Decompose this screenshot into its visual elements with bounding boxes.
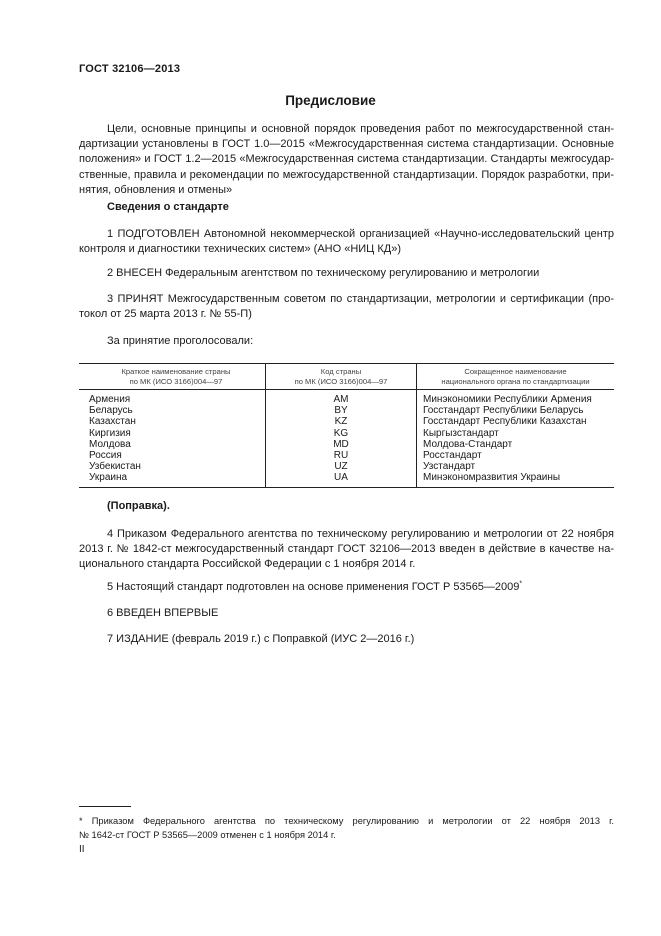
cell-code: KG [266, 428, 417, 439]
item-4 [79, 527, 614, 573]
voted-label: За принятие проголосовали: [107, 335, 254, 347]
footnote [79, 815, 614, 842]
page-number: II [79, 844, 85, 855]
cell-code: AM [266, 390, 417, 406]
cell-code: KZ [266, 416, 417, 427]
footnote-divider [79, 806, 131, 807]
cell-country: Украина [79, 472, 266, 487]
header-country: Краткое наименование страны по МК (ИСО 3166)004—97 [79, 364, 266, 390]
item-4-line-2: 2013 г. № 1842-ст межгосударственный стандарт ГОСТ 32106—2013 введен в действие в качестве на- [79, 543, 614, 556]
table-row [79, 439, 614, 450]
intro-line-5: нятия, обновления и отмены» [79, 183, 233, 196]
item-3 [79, 292, 614, 322]
table-row [79, 405, 614, 416]
cell-body: Госстандарт Республики Казахстан [417, 416, 615, 427]
intro-line-4: ственные, правила и рекомендации по межгосударственной стандартизации. Порядок разработки, при- [79, 168, 614, 181]
item-3-line-1: 3 ПРИНЯТ Межгосударственным советом по стандартизации, метрологии и сертификации (про- [107, 293, 614, 305]
table-row [79, 472, 614, 487]
cell-code: BY [266, 405, 417, 416]
footnote-mark: * [519, 580, 523, 588]
table-row [79, 450, 614, 461]
item-5: 5 Настоящий стандарт подготовлен на основе применения ГОСТ Р 53565—2009* [107, 580, 523, 593]
cell-body: Минэкономразвития Украины [417, 472, 615, 487]
item-4-line-3: ционального стандарта Российской Федерации с 1 ноября 2014 г. [79, 558, 416, 571]
item-3-line-2: токол от 25 марта 2013 г. № 55-П) [79, 308, 252, 321]
cell-country: Беларусь [89, 405, 133, 417]
info-heading: Сведения о стандарте [107, 201, 229, 213]
amendment-note: (Поправка). [107, 500, 170, 512]
item-4-line-1: 4 Приказом Федерального агентства по техническому регулированию и метрологии от 22 ноября [107, 528, 614, 540]
cell-body: Молдова-Стандарт [417, 439, 615, 450]
cell-country: Армения [89, 394, 131, 405]
intro-line-2: дартизации установлены в ГОСТ 1.0—2015 «Межгосударственная система стандартизации. Основные [79, 138, 614, 151]
footnote-line-1: * Приказом Федерального агентства по техническому регулированию и метрологии от 22 ноября 2013 г. [79, 816, 614, 826]
header-body: Сокращенное наименование национального органа по стандартизации [417, 364, 615, 390]
item-6: 6 ВВЕДЕН ВПЕРВЫЕ [107, 607, 219, 619]
page-title: Предисловие [285, 93, 376, 108]
item-1 [79, 227, 614, 257]
item-1-line-1: 1 ПОДГОТОВЛЕН Автономной некоммерческой организацией «Научно-исследовательский центр [107, 228, 614, 240]
cell-country: Киргизия [89, 427, 131, 439]
footnote-line-2: № 1642-ст ГОСТ Р 53565—2009 отменен с 1 ноября 2014 г. [79, 829, 336, 840]
item-7: 7 ИЗДАНИЕ (февраль 2019 г.) с Поправкой (ИУС 2—2016 г.) [107, 633, 415, 645]
cell-country: Молдова [89, 438, 131, 450]
cell-country: Казахстан [89, 416, 136, 428]
votes-table-body [79, 390, 614, 488]
cell-country: Россия [89, 450, 122, 462]
cell-code: UZ [266, 461, 417, 472]
cell-code: UA [266, 472, 417, 487]
intro-paragraph [79, 122, 614, 198]
cell-body: Госстандарт Республики Беларусь [417, 405, 615, 416]
header-code: Код страны по МК (ИСО 3166)004—97 [266, 364, 417, 390]
table-row [79, 390, 614, 406]
cell-body: Кыргызстандарт [417, 428, 615, 439]
table-row [79, 428, 614, 439]
cell-country: Узбекистан [89, 461, 141, 473]
cell-body: Росстандарт [417, 450, 615, 461]
intro-line-3: положения» и ГОСТ 1.2—2015 «Межгосударственная система стандартизации. Стандарты межгосудар- [79, 153, 614, 166]
cell-code: RU [266, 450, 417, 461]
cell-code: MD [266, 439, 417, 450]
table-header-row [79, 364, 614, 390]
intro-line-1: Цели, основные принципы и основной порядок проведения работ по межгосударственной стан- [107, 123, 614, 135]
votes-table [79, 363, 614, 488]
item-2: 2 ВНЕСЕН Федеральным агентством по техническому регулированию и метрологии [107, 267, 540, 279]
cell-body: Минэкономики Республики Армения [417, 390, 615, 406]
item-1-line-2: контроля и диагностики технических систем» (АНО «НИЦ КД») [79, 243, 402, 256]
table-row [79, 416, 614, 427]
doc-code: ГОСТ 32106—2013 [79, 63, 181, 75]
cell-body: Узстандарт [417, 461, 615, 472]
table-row [79, 461, 614, 472]
